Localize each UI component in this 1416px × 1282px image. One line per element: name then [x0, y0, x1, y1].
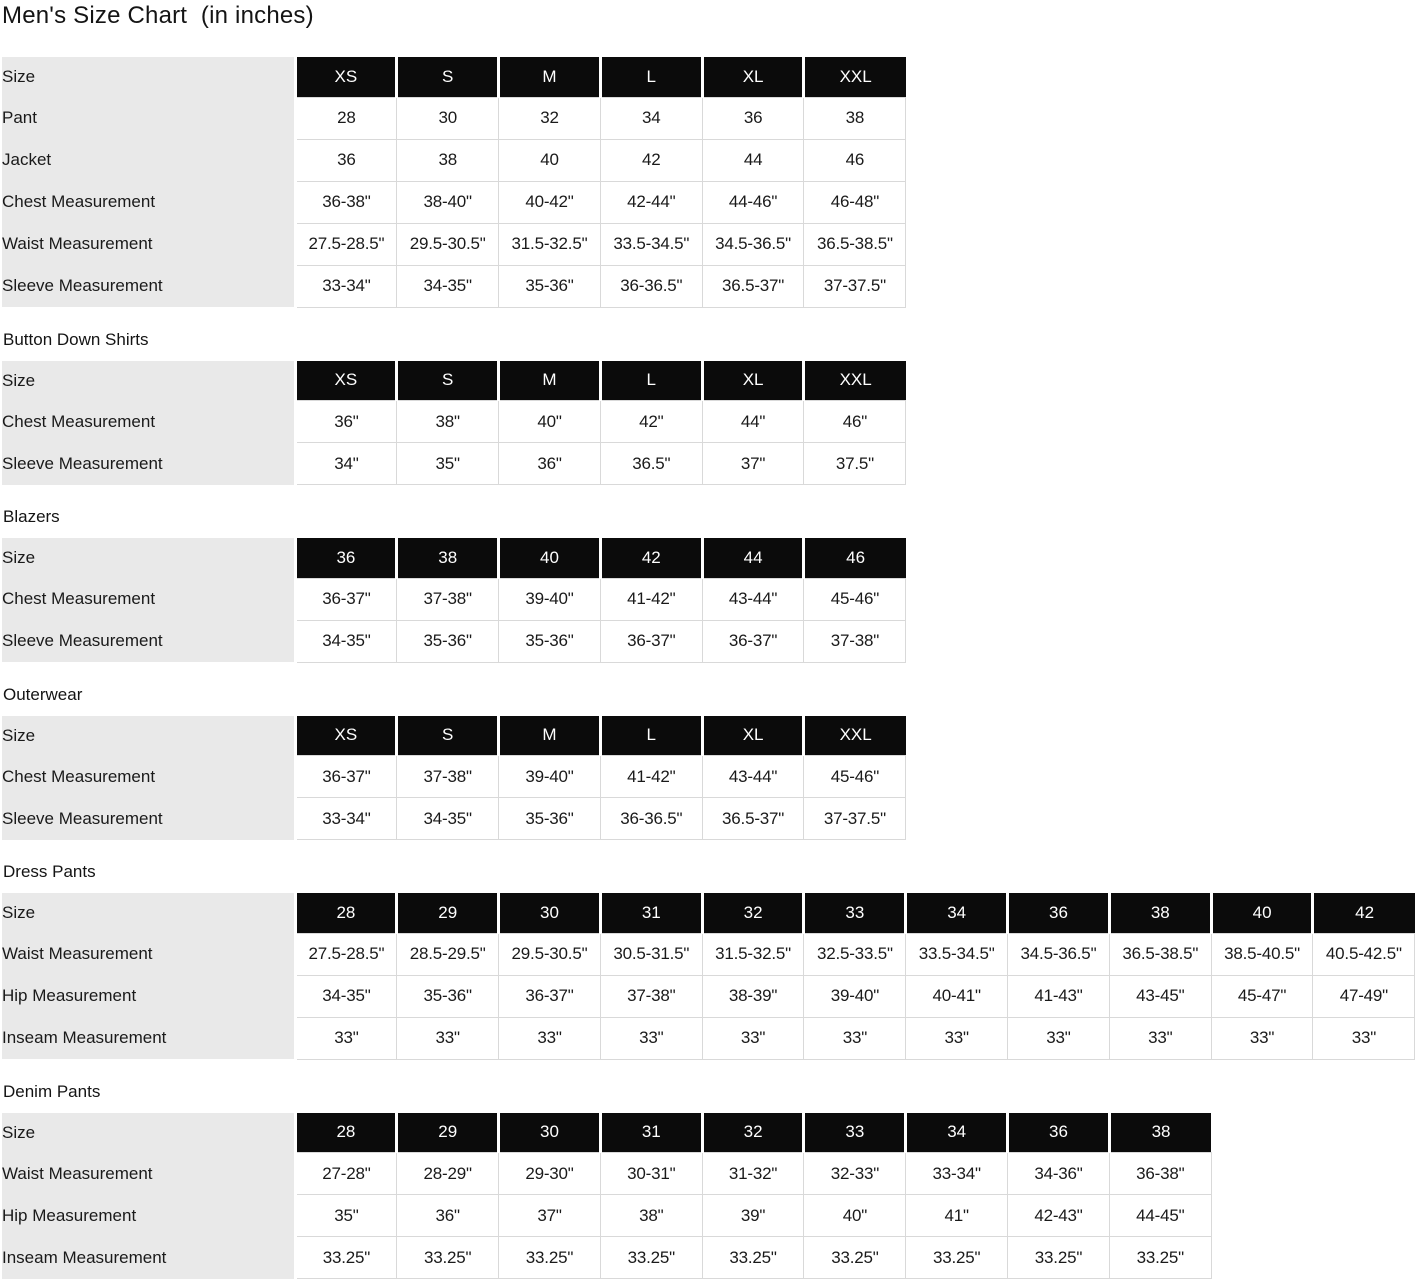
value-cell: 34-36": [1008, 1153, 1110, 1195]
value-cell: 43-44": [702, 756, 804, 798]
section-heading: Outerwear: [3, 684, 83, 704]
row-label: Waist Measurement: [2, 223, 295, 265]
value-cell: 33.5-34.5": [906, 933, 1008, 975]
size-header-cell: 40: [1211, 893, 1313, 933]
value-cell: 37-37.5": [804, 798, 906, 840]
value-cell: 33": [295, 1017, 397, 1059]
value-cell: 37-37.5": [804, 265, 906, 307]
section-heading: Denim Pants: [3, 1081, 101, 1101]
size-table-2: [2, 361, 906, 486]
value-cell: 38-40": [397, 181, 499, 223]
value-cell: 37-38": [397, 578, 499, 620]
value-cell: 28.5-29.5": [397, 933, 499, 975]
value-cell: 36: [295, 139, 397, 181]
value-cell: 42-44": [600, 181, 702, 223]
value-cell: 33": [804, 1017, 906, 1059]
size-header-cell: XL: [702, 361, 804, 401]
row-label: Sleeve Measurement: [2, 798, 295, 840]
value-cell: 37-38": [397, 756, 499, 798]
value-cell: 33.25": [804, 1237, 906, 1279]
value-cell: 33": [1313, 1017, 1415, 1059]
table-row: [2, 443, 906, 485]
size-header-cell: 36: [1008, 1113, 1110, 1153]
value-cell: 35-36": [499, 620, 601, 662]
value-cell: 30-31": [600, 1153, 702, 1195]
value-cell: 32-33": [804, 1153, 906, 1195]
value-cell: 37-38": [804, 620, 906, 662]
value-cell: 37": [702, 443, 804, 485]
value-cell: 39-40": [499, 578, 601, 620]
table-row: [2, 401, 906, 443]
row-label: Chest Measurement: [2, 181, 295, 223]
size-header-row: [2, 716, 906, 756]
value-cell: 29-30": [499, 1153, 601, 1195]
value-cell: 33": [600, 1017, 702, 1059]
size-header-cell: XS: [295, 361, 397, 401]
size-header-cell: 31: [600, 1113, 702, 1153]
value-cell: 35-36": [397, 620, 499, 662]
value-cell: 35-36": [499, 265, 601, 307]
value-cell: 33": [906, 1017, 1008, 1059]
size-header-cell: 30: [499, 1113, 601, 1153]
table-row: [2, 620, 906, 662]
value-cell: 35": [295, 1195, 397, 1237]
table-row: [2, 265, 906, 307]
size-chart-sections: [2, 57, 1416, 1279]
value-cell: 37-38": [600, 975, 702, 1017]
value-cell: 47-49": [1313, 975, 1415, 1017]
value-cell: 33-34": [295, 798, 397, 840]
size-header-cell: 28: [295, 893, 397, 933]
value-cell: 36.5-37": [702, 798, 804, 840]
row-label: Inseam Measurement: [2, 1237, 295, 1279]
value-cell: 33": [702, 1017, 804, 1059]
value-cell: 40": [804, 1195, 906, 1237]
size-header-cell: 42: [1313, 893, 1415, 933]
size-header-cell: 36: [295, 538, 397, 578]
value-cell: 36.5-38.5": [804, 223, 906, 265]
value-cell: 33": [1211, 1017, 1313, 1059]
value-cell: 34-35": [397, 798, 499, 840]
value-cell: 34-35": [295, 975, 397, 1017]
size-header-cell: XS: [295, 716, 397, 756]
size-header-cell: L: [600, 361, 702, 401]
value-cell: 41": [906, 1195, 1008, 1237]
size-table-body: [2, 57, 906, 307]
value-cell: 42": [600, 401, 702, 443]
value-cell: 41-42": [600, 756, 702, 798]
value-cell: 33.5-34.5": [600, 223, 702, 265]
size-table-body: [2, 361, 906, 485]
size-row-label: Size: [2, 361, 295, 401]
value-cell: 36-37": [295, 756, 397, 798]
size-table-4: [2, 716, 906, 841]
table-row: [2, 97, 906, 139]
value-cell: 44-46": [702, 181, 804, 223]
size-header-cell: 34: [906, 1113, 1008, 1153]
value-cell: 34.5-36.5": [1008, 933, 1110, 975]
value-cell: 40": [499, 401, 601, 443]
size-table-body: [2, 716, 906, 840]
table-row: [2, 578, 906, 620]
value-cell: 34-35": [295, 620, 397, 662]
size-table-1: [2, 57, 906, 308]
size-header-row: [2, 893, 1415, 933]
value-cell: 36-37": [600, 620, 702, 662]
value-cell: 40: [499, 139, 601, 181]
value-cell: 32: [499, 97, 601, 139]
value-cell: 40-41": [906, 975, 1008, 1017]
value-cell: 41-43": [1008, 975, 1110, 1017]
value-cell: 36-37": [499, 975, 601, 1017]
row-label: Chest Measurement: [2, 578, 295, 620]
size-header-cell: 44: [702, 538, 804, 578]
section-heading: Button Down Shirts: [3, 329, 149, 349]
value-cell: 44: [702, 139, 804, 181]
size-header-cell: S: [397, 716, 499, 756]
size-header-cell: 29: [397, 893, 499, 933]
value-cell: 33.25": [397, 1237, 499, 1279]
value-cell: 36.5": [600, 443, 702, 485]
value-cell: 28-29": [397, 1153, 499, 1195]
size-header-cell: 38: [397, 538, 499, 578]
value-cell: 36-36.5": [600, 798, 702, 840]
value-cell: 37": [499, 1195, 601, 1237]
value-cell: 31.5-32.5": [499, 223, 601, 265]
value-cell: 37.5": [804, 443, 906, 485]
value-cell: 36": [499, 443, 601, 485]
value-cell: 38: [804, 97, 906, 139]
size-header-cell: 29: [397, 1113, 499, 1153]
value-cell: 41-42": [600, 578, 702, 620]
value-cell: 45-46": [804, 578, 906, 620]
table-row: [2, 798, 906, 840]
value-cell: 33.25": [1109, 1237, 1211, 1279]
size-header-cell: 28: [295, 1113, 397, 1153]
table-row: [2, 223, 906, 265]
value-cell: 45-47": [1211, 975, 1313, 1017]
value-cell: 31-32": [702, 1153, 804, 1195]
size-table-5: [2, 893, 1415, 1060]
value-cell: 33.25": [702, 1237, 804, 1279]
value-cell: 33": [499, 1017, 601, 1059]
size-table-3: [2, 538, 906, 663]
value-cell: 46: [804, 139, 906, 181]
table-row: [2, 1237, 1211, 1279]
value-cell: 46-48": [804, 181, 906, 223]
size-header-cell: 32: [702, 893, 804, 933]
value-cell: 31.5-32.5": [702, 933, 804, 975]
value-cell: 34.5-36.5": [702, 223, 804, 265]
row-label: Hip Measurement: [2, 975, 295, 1017]
value-cell: 36: [702, 97, 804, 139]
size-row-label: Size: [2, 1113, 295, 1153]
size-header-cell: L: [600, 716, 702, 756]
size-header-cell: M: [499, 716, 601, 756]
value-cell: 33.25": [906, 1237, 1008, 1279]
value-cell: 36-36.5": [600, 265, 702, 307]
size-header-cell: 33: [804, 893, 906, 933]
table-row: [2, 139, 906, 181]
size-header-cell: 36: [1008, 893, 1110, 933]
table-row: [2, 933, 1415, 975]
size-header-row: [2, 361, 906, 401]
value-cell: 27.5-28.5": [295, 223, 397, 265]
size-header-row: [2, 57, 906, 97]
value-cell: 35-36": [499, 798, 601, 840]
size-header-row: [2, 1113, 1211, 1153]
size-header-cell: 40: [499, 538, 601, 578]
value-cell: 36-37": [295, 578, 397, 620]
row-label: Jacket: [2, 139, 295, 181]
size-table-body: [2, 1113, 1211, 1279]
value-cell: 33.25": [295, 1237, 397, 1279]
value-cell: 32.5-33.5": [804, 933, 906, 975]
value-cell: 42: [600, 139, 702, 181]
value-cell: 33.25": [600, 1237, 702, 1279]
size-header-cell: S: [397, 361, 499, 401]
size-header-cell: S: [397, 57, 499, 97]
row-label: Waist Measurement: [2, 933, 295, 975]
value-cell: 36-38": [1109, 1153, 1211, 1195]
value-cell: 40.5-42.5": [1313, 933, 1415, 975]
size-table-body: [2, 538, 906, 662]
value-cell: 33.25": [1008, 1237, 1110, 1279]
table-row: [2, 1195, 1211, 1237]
row-label: Waist Measurement: [2, 1153, 295, 1195]
size-header-cell: XS: [295, 57, 397, 97]
value-cell: 38": [600, 1195, 702, 1237]
row-label: Sleeve Measurement: [2, 443, 295, 485]
size-row-label: Size: [2, 893, 295, 933]
size-table-6: [2, 1113, 1212, 1280]
value-cell: 33": [1109, 1017, 1211, 1059]
value-cell: 39": [702, 1195, 804, 1237]
row-label: Sleeve Measurement: [2, 620, 295, 662]
value-cell: 39-40": [804, 975, 906, 1017]
value-cell: 36.5-38.5": [1109, 933, 1211, 975]
value-cell: 33-34": [295, 265, 397, 307]
value-cell: 38: [397, 139, 499, 181]
size-header-cell: 38: [1109, 893, 1211, 933]
value-cell: 29.5-30.5": [499, 933, 601, 975]
value-cell: 36-38": [295, 181, 397, 223]
value-cell: 38-39": [702, 975, 804, 1017]
value-cell: 29.5-30.5": [397, 223, 499, 265]
size-header-cell: M: [499, 57, 601, 97]
value-cell: 45-46": [804, 756, 906, 798]
table-row: [2, 975, 1415, 1017]
value-cell: 35": [397, 443, 499, 485]
value-cell: 33-34": [906, 1153, 1008, 1195]
table-row: [2, 1153, 1211, 1195]
table-row: [2, 1017, 1415, 1059]
size-header-cell: 32: [702, 1113, 804, 1153]
size-table-body: [2, 893, 1415, 1059]
page-title: Men's Size Chart (in inches): [2, 2, 314, 29]
row-label: Hip Measurement: [2, 1195, 295, 1237]
value-cell: 38.5-40.5": [1211, 933, 1313, 975]
value-cell: 40-42": [499, 181, 601, 223]
size-header-cell: 34: [906, 893, 1008, 933]
section-heading: Dress Pants: [3, 862, 96, 881]
size-header-cell: 42: [600, 538, 702, 578]
size-row-label: Size: [2, 716, 295, 756]
value-cell: 44-45": [1109, 1195, 1211, 1237]
row-label: Inseam Measurement: [2, 1017, 295, 1059]
value-cell: 36": [397, 1195, 499, 1237]
value-cell: 39-40": [499, 756, 601, 798]
value-cell: 33": [1008, 1017, 1110, 1059]
size-header-cell: 33: [804, 1113, 906, 1153]
row-label: Pant: [2, 97, 295, 139]
size-header-cell: 38: [1109, 1113, 1211, 1153]
value-cell: 33": [397, 1017, 499, 1059]
row-label: Sleeve Measurement: [2, 265, 295, 307]
table-row: [2, 181, 906, 223]
row-label: Chest Measurement: [2, 756, 295, 798]
size-header-cell: M: [499, 361, 601, 401]
value-cell: 43-45": [1109, 975, 1211, 1017]
size-row-label: Size: [2, 57, 295, 97]
size-header-cell: 30: [499, 893, 601, 933]
size-header-cell: L: [600, 57, 702, 97]
value-cell: 44": [702, 401, 804, 443]
size-header-cell: 46: [804, 538, 906, 578]
size-header-cell: XL: [702, 716, 804, 756]
row-label: Chest Measurement: [2, 401, 295, 443]
value-cell: 34: [600, 97, 702, 139]
value-cell: 27-28": [295, 1153, 397, 1195]
value-cell: 43-44": [702, 578, 804, 620]
value-cell: 42-43": [1008, 1195, 1110, 1237]
size-header-cell: XXL: [804, 716, 906, 756]
value-cell: 28: [295, 97, 397, 139]
value-cell: 33.25": [499, 1237, 601, 1279]
section-heading: Blazers: [3, 507, 60, 526]
size-row-label: Size: [2, 538, 295, 578]
value-cell: 34": [295, 443, 397, 485]
table-row: [2, 756, 906, 798]
size-header-cell: 31: [600, 893, 702, 933]
value-cell: 38": [397, 401, 499, 443]
size-header-cell: XXL: [804, 361, 906, 401]
size-header-row: [2, 538, 906, 578]
value-cell: 36": [295, 401, 397, 443]
value-cell: 36-37": [702, 620, 804, 662]
value-cell: 46": [804, 401, 906, 443]
value-cell: 35-36": [397, 975, 499, 1017]
value-cell: 34-35": [397, 265, 499, 307]
value-cell: 36.5-37": [702, 265, 804, 307]
size-header-cell: XL: [702, 57, 804, 97]
value-cell: 30: [397, 97, 499, 139]
value-cell: 27.5-28.5": [295, 933, 397, 975]
size-header-cell: XXL: [804, 57, 906, 97]
value-cell: 30.5-31.5": [600, 933, 702, 975]
